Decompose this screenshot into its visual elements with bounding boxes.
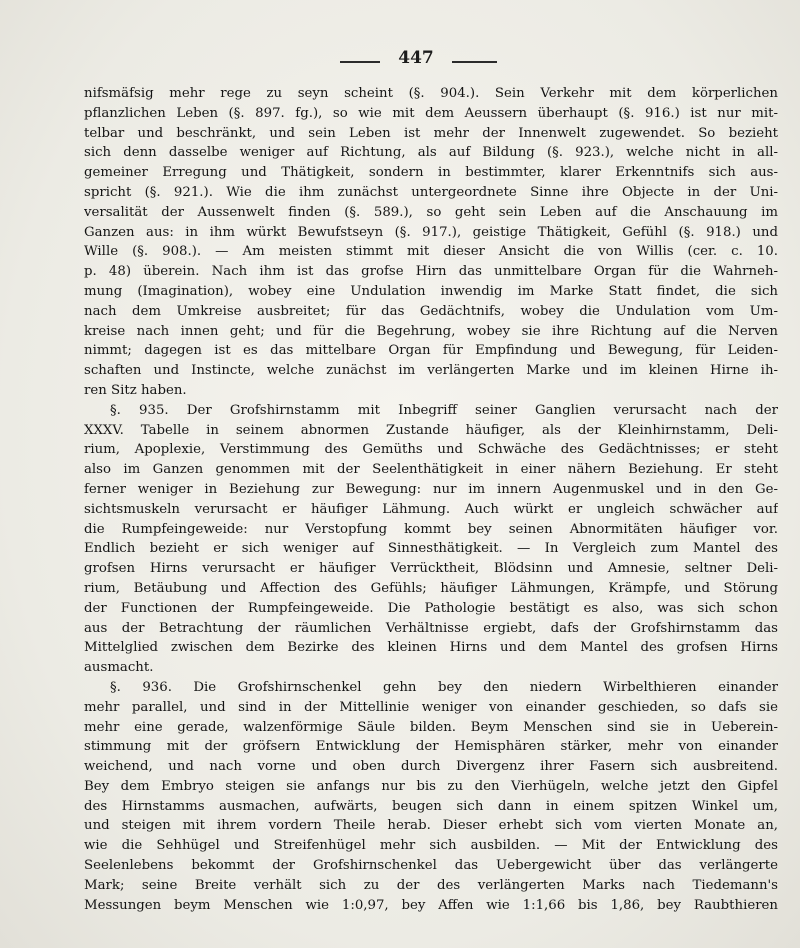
text-line: rium, Apoplexie, Verstimmung des Gemüths und Schwäche des Gedächtnisses; er steht [84, 442, 778, 458]
text-line: kreise nach innen geht; und für die Begehrung, wobey sie ihre Richtung auf die Nerven [84, 323, 778, 339]
header-rule-left [340, 61, 380, 63]
text-line: Seelenlebens bekommt der Grofshirnschenkel das Uebergewicht über das verlängerte [84, 858, 778, 874]
text-line: und steigen mit ihrem vordern Theile herab. Dieser erhebt sich vom vierten Monate an, [84, 818, 778, 834]
text-line: wie die Sehhügel und Streifenhügel mehr sich ausbilden. — Mit der Entwicklung des [84, 838, 778, 854]
text-line: aus der Betrachtung der räumlichen Verhältnisse ergiebt, dafs der Grofshirnstamm das [84, 620, 778, 636]
text-line: also im Ganzen genommen mit der Seelenthätigkeit in einer nähern Beziehung. Er steht [84, 462, 778, 478]
text-line: §. 935. Der Grofshirnstamm mit Inbegriff seiner Ganglien verursacht nach der [110, 402, 778, 418]
text-line: die Rumpfeingeweide: nur Verstopfung kommt bey seinen Abnormitäten häufiger vor. [84, 521, 778, 537]
text-line: schaften und Instincte, welche zunächst im verlängerten Marke und im kleinen Hirne ih- [84, 363, 778, 379]
text-line: p. 48) überein. Nach ihm ist das grofse Hirn das unmittelbare Organ für die Wahrneh- [84, 264, 778, 280]
text-line: nifsmäfsig mehr rege zu seyn scheint (§. 904.). Sein Verkehr mit dem körperlichen [84, 86, 778, 101]
text-line: stimmung mit der gröfsern Entwicklung der Hemisphären stärker, mehr von einander [84, 739, 778, 755]
text-line: §. 936. Die Grofshirnschenkel gehn bey den niedern Wirbelthieren einander [110, 679, 778, 695]
text-line: grofsen Hirns verursacht er häufiger Verrücktheit, Blödsinn und Amnesie, seltner Deli- [84, 561, 778, 577]
text-line: ferner weniger in Beziehung zur Bewegung: nur im innern Augenmuskel und in den Ge- [84, 481, 778, 497]
text-line: Wille (§. 908.). — Am meisten stimmt mit dieser Ansicht die von Willis (cer. c. 10. [84, 244, 778, 260]
text-line: des Hirnstamms ausmachen, aufwärts, beugen sich dann in einem spitzen Winkel um, [84, 798, 778, 814]
text-line: der Functionen der Rumpfeingeweide. Die Pathologie bestätigt es also, was sich schon [84, 600, 778, 616]
text-line: rium, Betäubung und Affection des Gefühls; häufiger Lähmungen, Krämpfe, und Störung [84, 580, 778, 596]
text-line: Bey dem Embryo steigen sie anfangs nur bis zu den Vierhügeln, welche jetzt den Gipfel [84, 778, 778, 794]
text-line: sich denn dasselbe weniger auf Richtung, als auf Bildung (§. 923.), welche nicht in all- [84, 145, 778, 161]
page-number: 447 [398, 48, 434, 68]
body-text [84, 84, 778, 915]
text-line: Ganzen aus: in ihm würkt Bewufstseyn (§. 917.), geistige Thätigkeit, Gefühl (§. 918.) und [84, 224, 778, 240]
text-line: weichend, und nach vorne und oben durch Divergenz ihrer Fasern sich ausbreitend. [84, 759, 778, 775]
text-line: gemeiner Erregung und Thätigkeit, sondern in bestimmter, klarer Erkenntnifs sich aus- [84, 165, 778, 181]
text-line: sichtsmuskeln verursacht er häufiger Lähmung. Auch würkt er ungleich schwächer auf [84, 501, 778, 517]
text-line: versalität der Aussenwelt finden (§. 589.), so geht sein Leben auf die Anschauung im [84, 204, 778, 220]
text-line: Mittelglied zwischen dem Bezirke des kleinen Hirns und dem Mantel des grofsen Hirns [84, 640, 778, 656]
header-rule-right [452, 61, 497, 63]
text-line: mehr eine gerade, walzenförmige Säule bilden. Beym Menschen sind sie in Ueberein- [84, 719, 778, 735]
page-header [0, 45, 800, 75]
text-line: telbar und beschränkt, und sein Leben ist mehr der Innenwelt zugewendet. So bezieht [84, 125, 778, 141]
text-line: ren Sitz haben. [84, 382, 187, 398]
text-line: mehr parallel, und sind in der Mittellinie weniger von einander geschieden, so dafs sie [84, 699, 778, 715]
text-line: Messungen beym Menschen wie 1:0,97, bey Affen wie 1:1,66 bis 1,86, bey Raubthieren [84, 897, 778, 913]
text-line: Mark; seine Breite verhält sich zu der des verlängerten Marks nach Tiedemann's [84, 877, 778, 893]
text-line: ausmacht. [84, 660, 154, 676]
text-line: mung (Imagination), wobey eine Undulation inwendig im Marke Statt findet, die sich [84, 283, 778, 299]
text-line: spricht (§. 921.). Wie die ihm zunächst untergeordnete Sinne ihre Objecte in der Uni- [84, 184, 778, 200]
text-line: Endlich bezieht er sich weniger auf Sinnesthätigkeit. — In Vergleich zum Mantel des [84, 541, 778, 557]
text-line: XXXV. Tabelle in seinem abnormen Zustande häufiger, als der Kleinhirnstamm, Deli- [84, 422, 778, 438]
text-line: pflanzlichen Leben (§. 897. fg.), so wie mit dem Aeussern überhaupt (§. 916.) ist nur mit- [84, 105, 778, 121]
text-line: nimmt; dagegen ist es das mittelbare Organ für Empfindung und Bewegung, für Leiden- [84, 343, 778, 359]
text-line: nach dem Umkreise ausbreitet; für das Gedächtnifs, wobey die Undulation vom Um- [84, 303, 778, 319]
